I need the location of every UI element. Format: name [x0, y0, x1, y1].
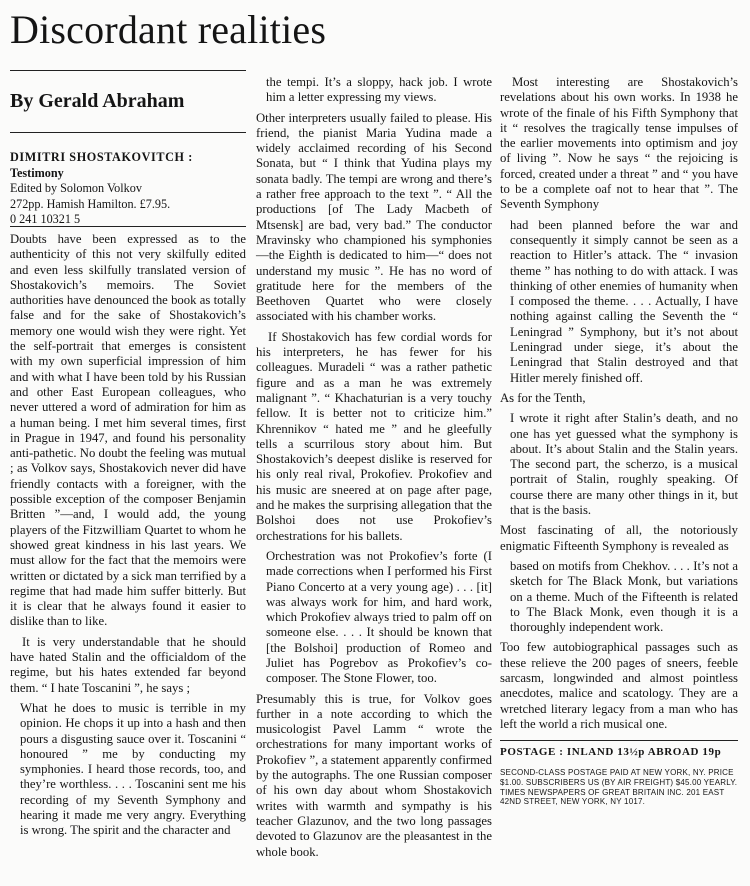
- paragraph: If Shostakovich has few cordial words for his interpreters, he has fewer for his colleagues. Muradeli “ was a rather pathetic figure and as a man he was extremely malignant ”. “ Khachaturian is a very touchy fellow. It is better not to criticize him.” Khrennikov “ hated me ” and he gleefully tells a scurrilous story about him. But Shostakovich’s deepest dislike is reserved for his only real rival, Prokofiev. Prokofiev and his music are sneered at on page after page, and he makes the surprising allegation that the Bolshoi does not use Prokofiev’s orchestrations for his ballets.: [256, 329, 492, 543]
- paragraph: It is very understandable that he should have hated Stalin and the officialdom of the regime, but his hates extended far beyond them. “ I hate Toscanini ”, he says ;: [10, 634, 246, 695]
- book-publisher: 272pp. Hamish Hamilton. £7.95.: [10, 196, 171, 211]
- postage-line: POSTAGE : INLAND 13½p ABROAD 19p: [500, 740, 738, 760]
- paragraph: Too few autobiographical passages such as these relieve the 200 pages of sneers, feeble sarcasm, longwinded and almost pointless anecdotes, malice and scatology. They are a wretched literary legacy from a man who has left the world a rich musical one.: [500, 640, 738, 731]
- block-quote: Orchestration was not Prokofiev’s forte (I made corrections when I performed his First Piano Concerto at a very young age) . . . [it] was always work for him, and hard work, which Prokofiev always tried to palm off on someone else. . . . It should be known that [the Bolshoi] production of Romeo and Juliet has Pogrebov as Prokofiev’s co-composer. The Stone Flower, too.: [266, 548, 492, 686]
- paragraph: Presumably this is true, for Volkov goes further in a note according to which the musicologist Pavel Lamm “ wrote the orchestrations for many important works of Prokofiev ”, a statement apparently confirmed by the autographs. The one Russian composer of his own day about whom Shostakovich writes with warmth and sympathy is his teacher Glazunov, and the two long passages devoted to Glazunov are the pleasantest in the whole book.: [256, 691, 492, 859]
- block-quote: the tempi. It’s a sloppy, hack job. I wrote him a letter expressing my views.: [266, 75, 492, 105]
- paragraph: Most fascinating of all, the notoriously enigmatic Fifteenth Symphony is revealed as: [500, 523, 738, 553]
- column-1: [10, 232, 246, 844]
- book-title: Testimony: [10, 165, 64, 180]
- byline: By Gerald Abraham: [10, 90, 185, 112]
- book-isbn: 0 241 10321 5: [10, 212, 81, 227]
- book-editor: Edited by Solomon Volkov: [10, 181, 142, 196]
- book-author: DIMITRI SHOSTAKOVITCH :: [10, 150, 193, 164]
- paragraph: Doubts have been expressed as to the authenticity of this not very skilfully edited and even less skilfully translated version of Shostakovich’s memoirs. The Soviet authorities have denounced the book as totally false and for the sake of Shostakovich’s memory one would wish they were right. Yet the self-portrait that emerges is consistent with my own superficial impression of him and with what I have been told by his Russian and other East European colleagues, who never uttered a word of admiration for him as a human being. I met him several times, first in Prague in 1947, and found his personality anti-pathetic. No doubt the feeling was mutual ; as Volkov says, Shostakovich never did have friendly contacts with a foreigner, with the possible exception of the composer Benjamin Britten ”—and, I would add, the young players of the Fitzwilliam Quartet to whom he showed great kindness in his last years. We must allow for the fact that the memoirs were written or dictated by a sick man terrified by a regime that had made him suffer bitterly. But it is clear that he always found it easier to dislike than to like.: [10, 232, 246, 629]
- block-quote: had been planned before the war and consequently it simply cannot be seen as a reaction to Hitler’s attack. The “ invasion theme ” has nothing to do with attack. I was thinking of other enemies of humanity when I composed the theme. . . . Actually, I have nothing against calling the Seventh the “ Leningrad ” Symphony, but it’s not about Leningrad under siege, it’s about the Leningrad that Stalin destroyed and that Hitler merely finished off.: [510, 217, 738, 385]
- block-quote: based on motifs from Chekhov. . . . It’s not a sketch for The Black Monk, but variations on a theme. Much of the Fifteenth is related to The Black Monk, even though it is a thoroughly independent work.: [510, 558, 738, 635]
- paragraph: As for the Tenth,: [500, 390, 586, 405]
- headline: Discordant realities: [10, 7, 327, 52]
- paragraph: Other interpreters usually failed to please. His friend, the pianist Maria Yudina made a widely acclaimed recording of his Second Sonata, but “ I think that Yudina plays my sonata badly. The tempi are wrong and there’s a rather free approach to the text ”. “ All the productions [of The Lady Macbeth of Mtsensk] are bad, very bad.” The conductor Mravinsky who championed his symphonies—the Eighth is dedicated to him—“ does not understand my music ”. He has no word of gratitude here for the members of the Beethoven Quartet who were closely associated with his chamber works.: [256, 110, 492, 324]
- headline-rule: [10, 70, 246, 71]
- imprint-notice: SECOND-CLASS POSTAGE PAID AT NEW YORK, NY. PRICE $1.00. SUBSCRIBERS US (BY AIR FREIGHT) $45.00 YEARLY. TIMES NEWSPAPERS OF GREAT BRITAIN INC. 201 EAST 42ND STREET, NEW YORK, NY 1017.: [500, 768, 738, 807]
- book-details-rule: [10, 226, 246, 227]
- byline-rule: [10, 132, 246, 133]
- block-quote: What he does to music is terrible in my opinion. He chops it up into a hash and then pours a disgusting sauce over it. Toscanini “ honoured ” me by conducting my symphonies. I heard those records, too, and they’re worthless. . . . Toscanini sent me his recording of my Seventh Symphony and hearing it made me very angry. Everything is wrong. The spirit and the character and: [20, 700, 246, 838]
- paragraph: Most interesting are Shostakovich’s revelations about his own works. In 1938 he wrote of the finale of his Fifth Symphony that it “ resolves the tragically tense impulses of the earlier movements into optimism and joy of living ”. Now he says “ the rejoicing is forced, created under a threat ” and “ you have to be a complete oaf not to hear that ”. The Seventh Symphony: [500, 75, 738, 212]
- block-quote: I wrote it right after Stalin’s death, and no one has yet guessed what the symphony is about. It’s about Stalin and the Stalin years. The second part, the scherzo, is a musical portrait of Stalin, roughly speaking. Of course there are many other things in it, but that is the basis.: [510, 411, 738, 518]
- column-3: [500, 75, 738, 807]
- book-details: [10, 150, 246, 228]
- column-2: [256, 75, 492, 865]
